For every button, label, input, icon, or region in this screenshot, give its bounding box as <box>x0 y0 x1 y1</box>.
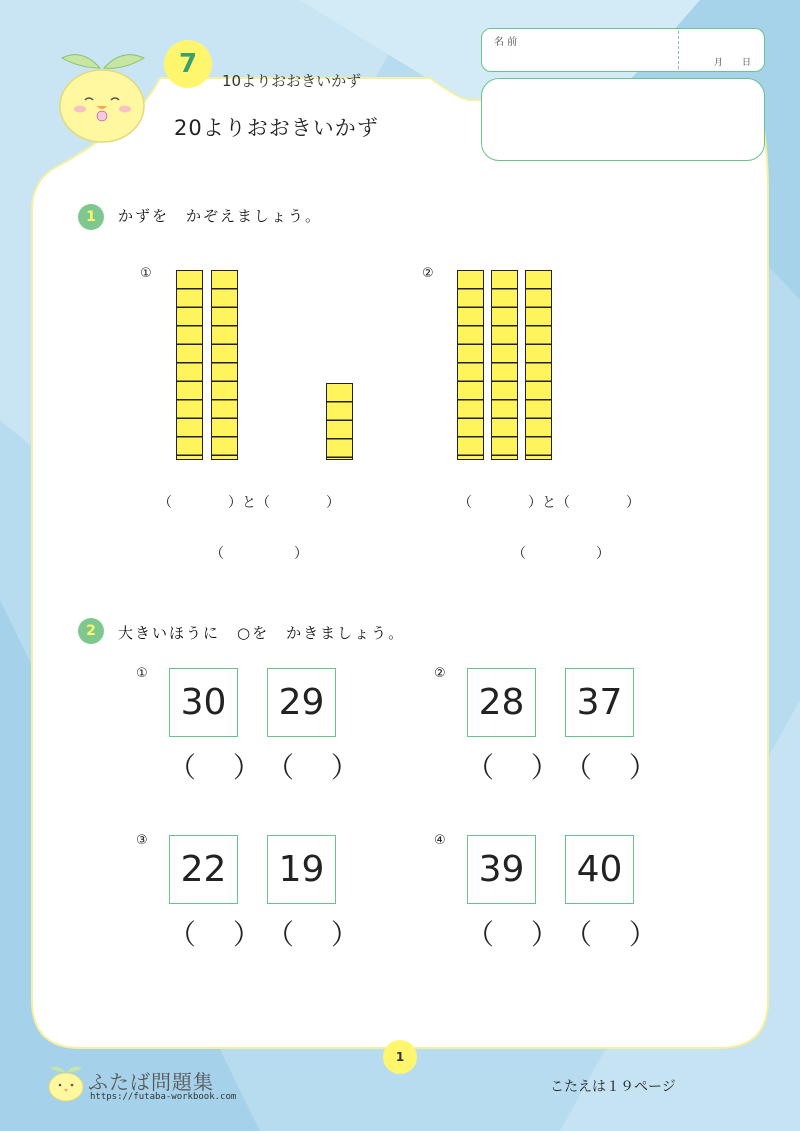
page-title: 20よりおおきいかず <box>174 116 379 140</box>
lesson-subtitle: 10よりおおきいかず <box>222 72 362 90</box>
q2-pair3-number-a: 22 <box>169 835 238 904</box>
ten-block-bar <box>491 270 518 460</box>
q2-pair1-marker: ① <box>136 666 148 681</box>
q2-pair2-answer-b[interactable]: （ ） <box>564 751 657 784</box>
day-label: 日 <box>742 58 752 68</box>
ten-block-bar <box>211 270 238 460</box>
ten-block-bar <box>457 270 484 460</box>
answer-page-note: こたえは１９ページ <box>550 1079 676 1095</box>
q1-item1-total[interactable]: （ ） <box>210 546 308 562</box>
q2-pair1-number-b: 29 <box>267 668 336 737</box>
q1-item2-answer-line[interactable]: （ ）と（ ） <box>458 495 640 511</box>
q2-pair4-answer-b[interactable]: （ ） <box>564 918 657 951</box>
q2-pair2-number-b: 37 <box>565 668 634 737</box>
question1-number: 1 <box>78 204 104 230</box>
q2-pair1-answer-b[interactable]: （ ） <box>266 751 359 784</box>
question1-instruction: かずを かぞえましょう。 <box>118 207 323 225</box>
q2-pair1-number-a: 30 <box>169 668 238 737</box>
page-number: 1 <box>383 1040 417 1074</box>
q1-item2-marker: ② <box>422 266 434 281</box>
q2-pair4-marker: ④ <box>434 833 446 848</box>
q2-pair3-marker: ③ <box>136 833 148 848</box>
question2-number: 2 <box>78 618 104 644</box>
name-label: 名 前 <box>494 37 518 48</box>
q2-pair4-number-a: 39 <box>467 835 536 904</box>
ten-block-bar <box>525 270 552 460</box>
q2-pair3-answer-b[interactable]: （ ） <box>266 918 359 951</box>
question2-instruction: 大きいほうに ○を かきましょう。 <box>118 624 406 642</box>
q2-pair2-number-a: 28 <box>467 668 536 737</box>
lesson-number-badge: 7 <box>164 40 212 88</box>
brand-url[interactable]: https://futaba-workbook.com <box>90 1092 237 1102</box>
q2-pair3-answer-a[interactable]: （ ） <box>168 918 261 951</box>
q1-item1-marker: ① <box>140 266 152 281</box>
brand-logo-icon <box>46 1062 86 1102</box>
q2-pair2-marker: ② <box>434 666 446 681</box>
ten-block-bar <box>176 270 203 460</box>
ones-block-stack <box>326 383 353 460</box>
q2-pair4-answer-a[interactable]: （ ） <box>466 918 559 951</box>
q2-pair4-number-b: 40 <box>565 835 634 904</box>
brand-name: ふたば問題集 <box>88 1070 214 1094</box>
score-box[interactable] <box>481 78 765 161</box>
q2-pair2-answer-a[interactable]: （ ） <box>466 751 559 784</box>
name-field[interactable] <box>481 28 765 72</box>
q2-pair3-number-b: 19 <box>267 835 336 904</box>
q1-item1-answer-line[interactable]: （ ）と（ ） <box>158 495 340 511</box>
month-label: 月 <box>714 58 724 68</box>
name-divider <box>678 31 679 69</box>
q2-pair1-answer-a[interactable]: （ ） <box>168 751 261 784</box>
q1-item2-total[interactable]: （ ） <box>512 546 610 562</box>
mascot-illustration <box>52 46 152 146</box>
